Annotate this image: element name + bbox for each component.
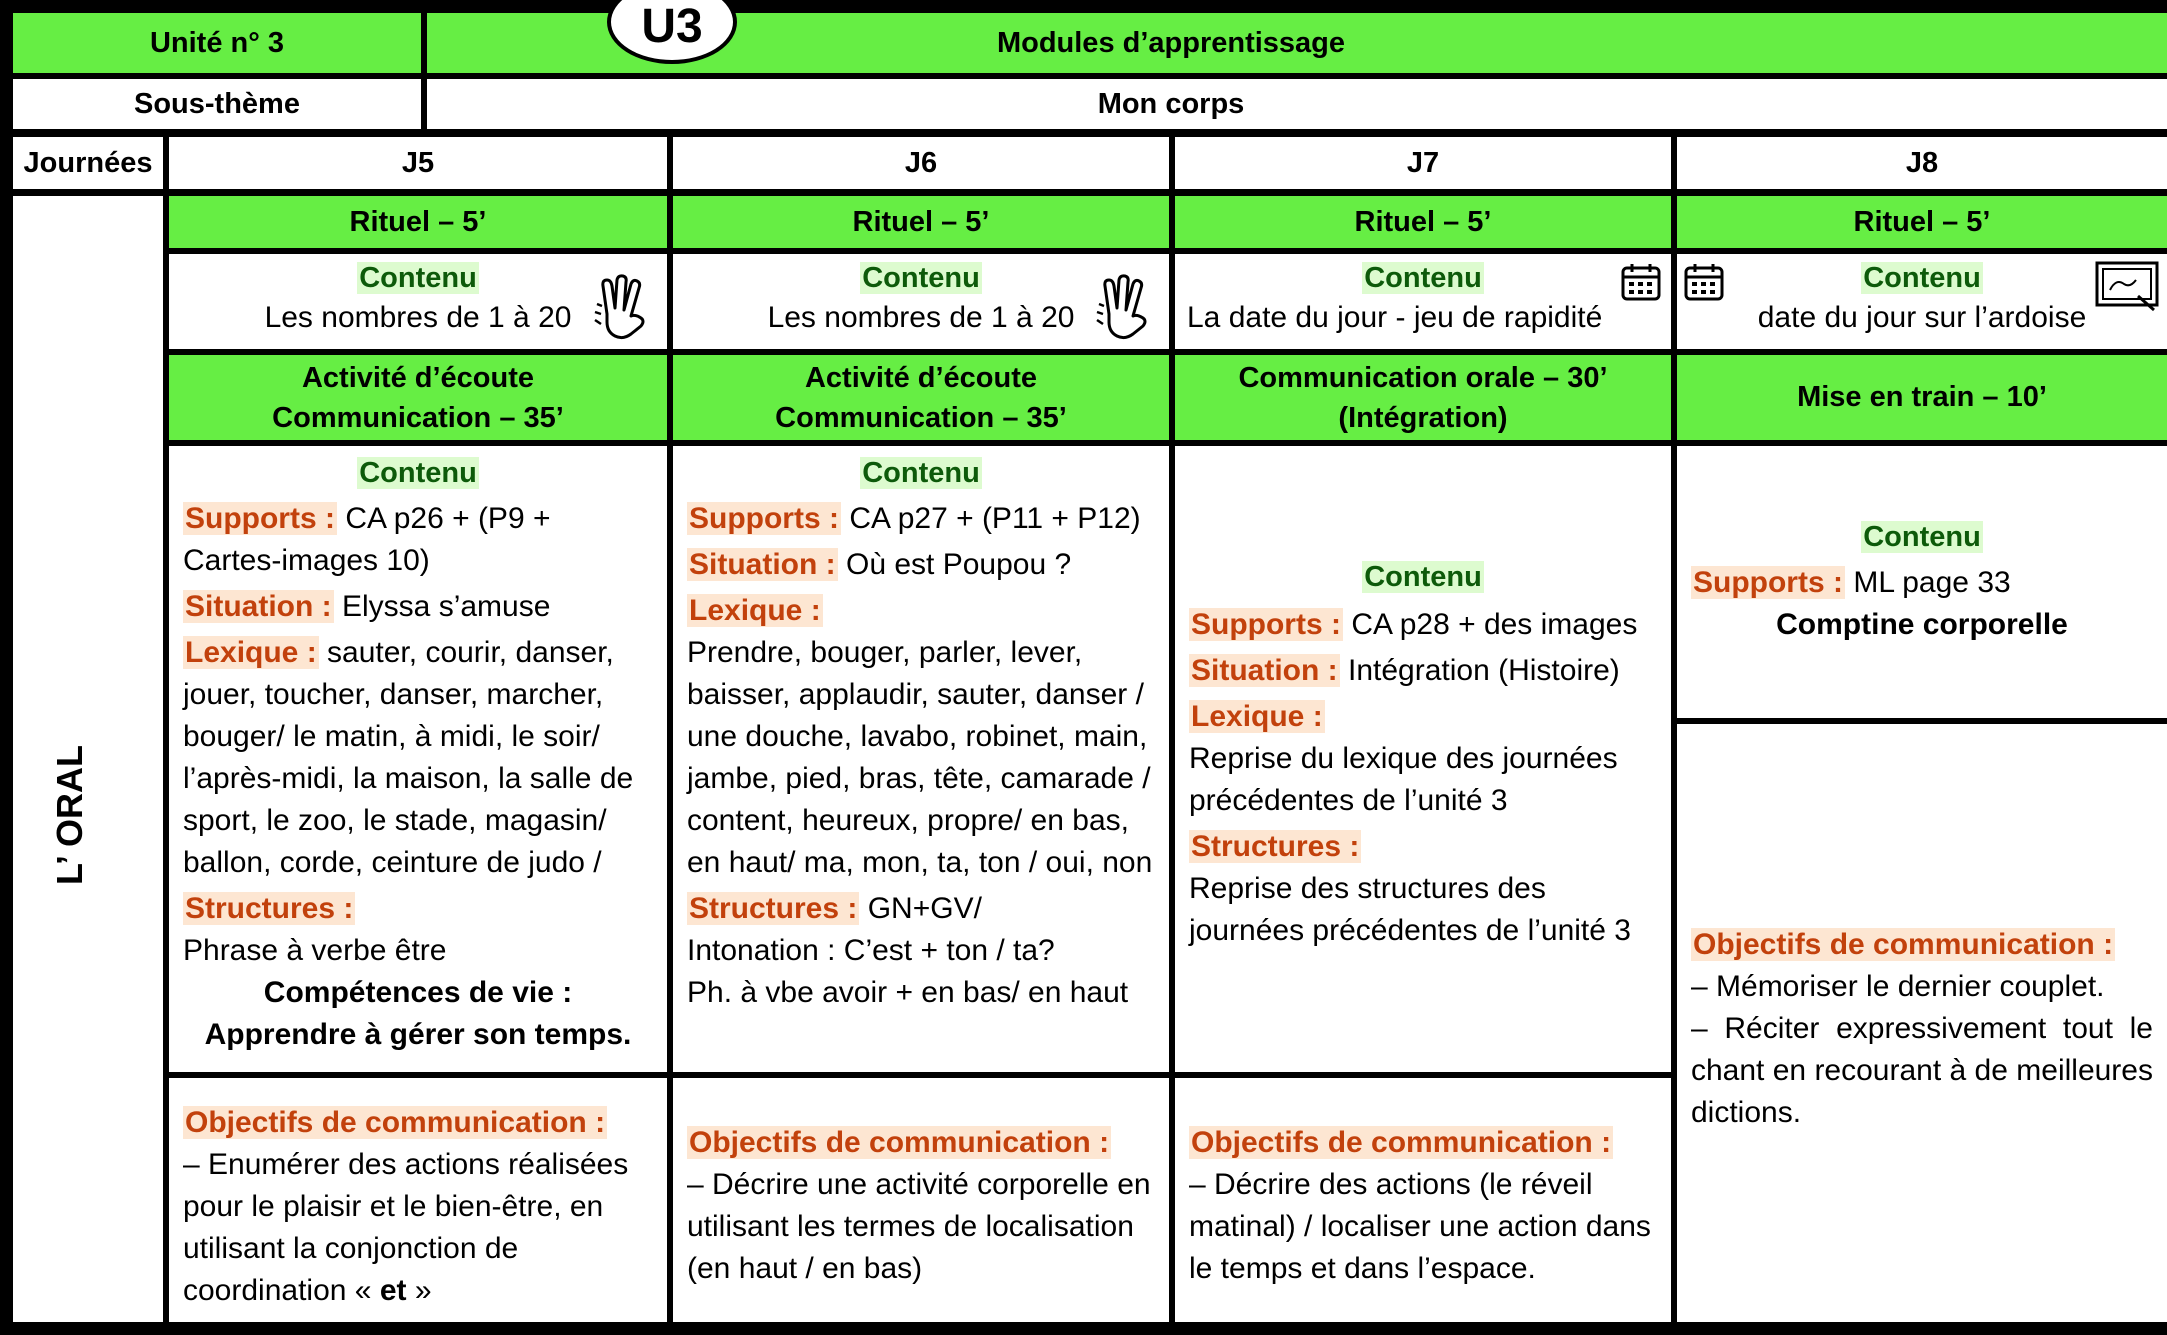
grid-line <box>163 1072 1677 1078</box>
day-j8-header <box>1677 137 2167 189</box>
rituel-content-j5 <box>169 254 667 349</box>
unit-label-cell <box>13 13 421 73</box>
supports-value: CA p26 + (P9 + Cartes-images 10) <box>183 502 551 577</box>
unit-label: Unité n° 3 <box>149 26 285 59</box>
contenu-label: Contenu <box>359 457 477 489</box>
competences-label: Compétences de vie : <box>263 976 573 1009</box>
day-j6-header <box>673 137 1169 189</box>
structures-value: Reprise des structures des journées précédentes de l’unité 3 <box>1189 872 1631 947</box>
grid-line <box>0 129 2167 137</box>
lexique-label: Lexique : <box>1191 700 1323 733</box>
grid-line <box>163 248 2167 254</box>
contenu-label: Contenu <box>1364 561 1482 593</box>
contenu-label: Contenu <box>1863 262 1981 294</box>
day-label: J5 <box>401 146 435 179</box>
grid-line <box>0 189 2167 196</box>
calendar-icon <box>1620 262 1662 302</box>
rituel-text: Les nombres de 1 à 20 <box>264 301 572 334</box>
subtheme-value: Mon corps <box>1097 87 1245 120</box>
situation-label: Situation : <box>185 590 332 623</box>
objectifs-text: – Décrire des actions (le réveil matinal) / localiser une action dans le temps et dans l’espace. <box>1189 1168 1651 1285</box>
hand-fingers-icon <box>1095 274 1155 342</box>
objectifs-label: Objectifs de communication : <box>1191 1126 1612 1159</box>
activity-line1: Communication orale – 30’ <box>1238 361 1608 394</box>
lexique-value: Reprise du lexique des journées précédentes de l’unité 3 <box>1189 742 1618 817</box>
objectifs-text: – Enumérer des actions réalisées pour le plaisir et le bien-être, en utilisant la conjonction de coordination « <box>183 1148 629 1307</box>
grid-line <box>163 440 2167 446</box>
supports-label: Supports : <box>185 502 335 535</box>
activity-header-j7 <box>1175 355 1671 440</box>
activity-header-j6 <box>673 355 1169 440</box>
supports-label: Supports : <box>1191 608 1341 641</box>
supports-value: CA p27 + (P11 + P12) <box>849 502 1141 535</box>
rituel-content-j7 <box>1175 254 1671 349</box>
rituel-header-j5 <box>169 196 667 248</box>
content-j8 <box>1677 446 2167 718</box>
content-j7 <box>1175 446 1671 1072</box>
grid-line <box>0 1322 2167 1335</box>
rituel-text: date du jour sur l’ardoise <box>1757 301 2087 334</box>
grid-line <box>1671 137 1677 1322</box>
subtheme-label-cell <box>13 79 421 129</box>
grid-line <box>1671 718 2167 724</box>
objectifs-j5 <box>169 1078 667 1322</box>
rituel-content-j6 <box>673 254 1169 349</box>
contenu-label: Contenu <box>1364 262 1482 294</box>
rituel-header-j7 <box>1175 196 1671 248</box>
activity-line2: (Intégration) <box>1338 401 1508 434</box>
day-j7-header <box>1175 137 1671 189</box>
supports-label: Supports : <box>689 502 839 535</box>
competences-value: Apprendre à gérer son temps. <box>204 1018 632 1051</box>
supports-value: CA p28 + des images <box>1351 608 1638 641</box>
rituel-header-j8 <box>1677 196 2167 248</box>
contenu-label: Contenu <box>862 262 980 294</box>
day-label: J8 <box>1905 146 1939 179</box>
calendar-icon <box>1683 262 1725 302</box>
objectifs-text: – Décrire une activité corporelle en utilisant les termes de localisation (en haut / en bas) <box>687 1168 1151 1285</box>
hand-fingers-icon <box>593 274 653 342</box>
content-j5 <box>169 446 667 1072</box>
grid-line <box>667 137 673 1322</box>
structures-label: Structures : <box>689 892 858 925</box>
structures-label: Structures : <box>185 892 354 925</box>
objectif-1: – Mémoriser le dernier couplet. <box>1691 970 2105 1003</box>
rituel-title: Rituel – 5’ <box>1853 205 1991 238</box>
contenu-label: Contenu <box>359 262 477 294</box>
activity-line1: Activité d’écoute <box>804 361 1038 394</box>
contenu-label: Contenu <box>862 457 980 489</box>
slate-board-icon <box>2094 260 2160 312</box>
rituel-title: Rituel – 5’ <box>852 205 990 238</box>
activity-line1: Mise en train – 10’ <box>1797 381 2047 413</box>
objectifs-j6 <box>673 1078 1169 1322</box>
days-label: Journées <box>23 146 153 179</box>
situation-label: Situation : <box>1191 654 1338 687</box>
activity-header-j8 <box>1677 355 2167 440</box>
activity-line1: Activité d’écoute <box>301 361 535 394</box>
rituel-title: Rituel – 5’ <box>1354 205 1492 238</box>
situation-value: Où est Poupou ? <box>846 548 1072 581</box>
comptine-title: Comptine corporelle <box>1776 608 2068 641</box>
activity-line2: Communication – 35’ <box>272 401 564 434</box>
objectifs-end: » <box>414 1274 432 1307</box>
structures-line3: Ph. à vbe avoir + en bas/ en haut <box>687 976 1129 1009</box>
grid-line <box>163 137 169 1322</box>
objectifs-j8 <box>1677 724 2167 1322</box>
objectifs-label: Objectifs de communication : <box>689 1126 1110 1159</box>
activity-line2: Communication – 35’ <box>775 401 1067 434</box>
grid-line <box>0 73 2167 79</box>
lexique-value: Prendre, bouger, parler, lever, baisser, applaudir, sauter, danser / une douche, lavabo, robinet, main, jambe, pied, bras, tête, camarade / content, heureux, propre/ en bas, en haut/ ma, mon, ta, ton / oui, non <box>687 636 1153 879</box>
rituel-title: Rituel – 5’ <box>349 205 487 238</box>
subtheme-value-cell <box>427 79 2167 129</box>
lexique-label: Lexique : <box>689 594 821 627</box>
activity-header-j5 <box>169 355 667 440</box>
structures-value: GN+GV/ <box>867 892 982 925</box>
objectif-2: – Réciter expressivement tout le chant en recourant à de meilleures dictions. <box>1691 1012 2153 1129</box>
structures-line2: Intonation : C’est + ton / ta? <box>687 934 1055 967</box>
structures-value: Phrase à verbe être <box>183 934 447 967</box>
lexique-value: sauter, courir, danser, jouer, toucher, danser, marcher, bouger/ le matin, à midi, le soir/ l’après-midi, la maison, la salle de sport, le zoo, le stade, magasin/ ballon, corde, ceinture de judo / <box>183 636 634 879</box>
grid-line <box>421 13 427 129</box>
rituel-text: La date du jour - jeu de rapidité <box>1187 301 1603 334</box>
objectifs-et: et <box>379 1274 407 1307</box>
contenu-label: Contenu <box>1863 521 1981 553</box>
grid-line <box>0 0 13 1335</box>
days-label-cell <box>13 137 163 189</box>
structures-label: Structures : <box>1191 830 1360 863</box>
lexique-label: Lexique : <box>185 636 317 669</box>
content-j6 <box>673 446 1169 1072</box>
rituel-text: Les nombres de 1 à 20 <box>767 301 1075 334</box>
subtheme-label: Sous-thème <box>134 87 300 120</box>
oral-side-label: L’ ORAL <box>49 744 90 886</box>
supports-value: ML page 33 <box>1853 566 2011 599</box>
situation-value: Intégration (Histoire) <box>1348 654 1620 687</box>
objectifs-label: Objectifs de communication : <box>185 1106 606 1139</box>
grid-line <box>0 0 2167 13</box>
day-j5-header <box>169 137 667 189</box>
objectifs-j7 <box>1175 1078 1671 1322</box>
day-label: J7 <box>1406 146 1440 179</box>
rituel-header-j6 <box>673 196 1169 248</box>
situation-label: Situation : <box>689 548 836 581</box>
objectifs-label: Objectifs de communication : <box>1693 928 2114 961</box>
day-label: J6 <box>904 146 938 179</box>
modules-label: Modules d’apprentissage <box>996 26 1346 59</box>
supports-label: Supports : <box>1693 566 1843 599</box>
rituel-content-j8 <box>1677 254 2167 349</box>
grid-line <box>163 349 2167 355</box>
unit-badge-label: U3 <box>641 0 703 53</box>
grid-line <box>1169 137 1175 1322</box>
situation-value: Elyssa s’amuse <box>342 590 551 623</box>
